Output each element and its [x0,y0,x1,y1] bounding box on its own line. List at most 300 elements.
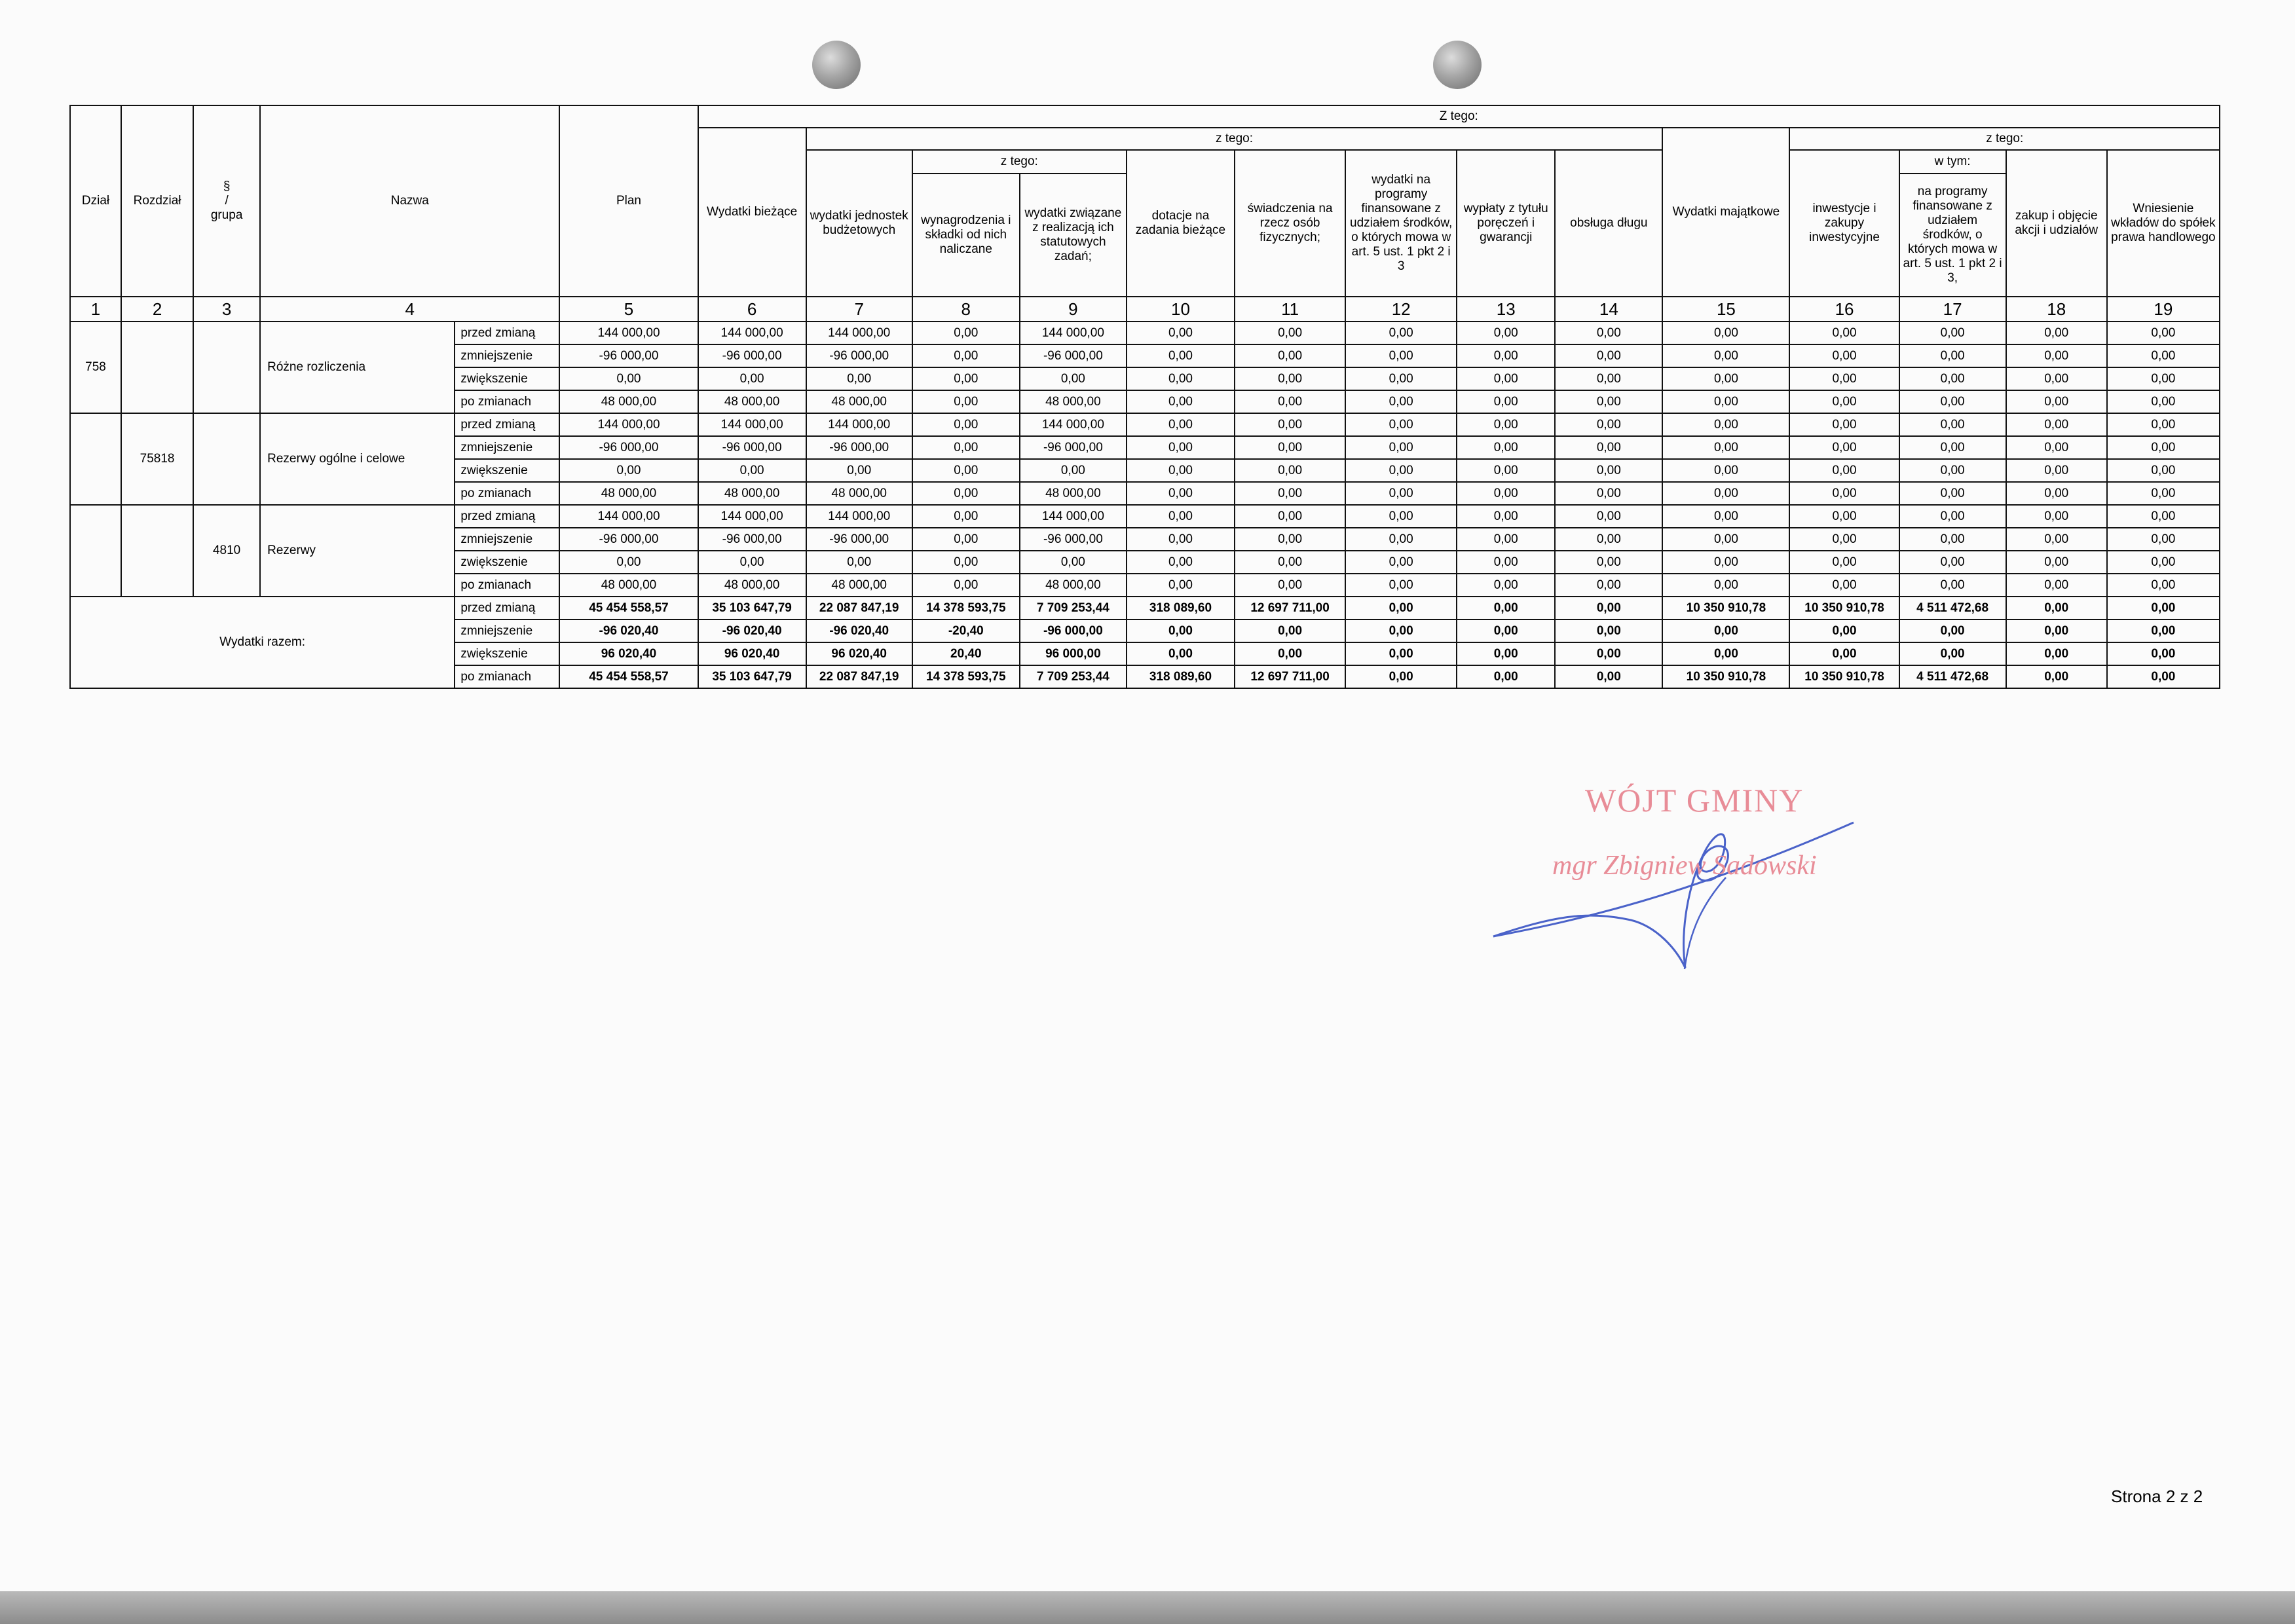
total-value-cell: 22 087 847,19 [806,597,912,619]
total-value-cell: 0,00 [2006,642,2107,665]
value-cell: 0,00 [806,367,912,390]
header-obsluga-dlugu: obsługa długu [1555,150,1662,297]
value-cell: 0,00 [1127,505,1235,528]
total-value-cell: 0,00 [1662,619,1789,642]
cell-nazwa: Rezerwy ogólne i celowe [260,413,455,505]
total-value-cell: 14 378 593,75 [912,597,1020,619]
value-cell: 0,00 [2006,528,2107,551]
value-cell: 0,00 [1555,551,1662,574]
value-cell: 0,00 [1127,482,1235,505]
value-cell: 0,00 [1555,367,1662,390]
total-value-cell: 318 089,60 [1127,597,1235,619]
row-label: zmniejszenie [455,436,559,459]
value-cell: 0,00 [912,367,1020,390]
totals-row [70,597,2220,619]
value-cell: 48 000,00 [806,390,912,413]
cell-dzial [70,413,121,505]
value-cell: 0,00 [1345,574,1457,597]
value-cell: 0,00 [559,551,698,574]
value-cell: 0,00 [1235,505,1345,528]
value-cell: 0,00 [1899,367,2006,390]
value-cell: 48 000,00 [1020,390,1127,413]
cell-rozdzial [121,505,193,597]
value-cell: 48 000,00 [698,482,806,505]
total-value-cell: 0,00 [1555,597,1662,619]
value-cell: 0,00 [698,459,806,482]
value-cell: 0,00 [1555,344,1662,367]
header-nazwa: Nazwa [260,105,559,297]
value-cell: 0,00 [1127,528,1235,551]
value-cell: 0,00 [1662,322,1789,344]
value-cell: 0,00 [1555,459,1662,482]
cell-nazwa: Różne rozliczenia [260,322,455,413]
value-cell: 0,00 [1457,322,1555,344]
total-value-cell: 0,00 [1789,642,1899,665]
value-cell: 0,00 [912,505,1020,528]
column-number: 11 [1235,297,1345,322]
value-cell: 0,00 [1127,413,1235,436]
value-cell: 0,00 [1789,482,1899,505]
total-value-cell: 0,00 [1127,642,1235,665]
value-cell: 0,00 [698,551,806,574]
row-label: zwiększenie [455,459,559,482]
value-cell: 0,00 [806,551,912,574]
column-number: 9 [1020,297,1127,322]
total-value-cell: 0,00 [2107,642,2220,665]
total-value-cell: 0,00 [1899,619,2006,642]
column-number: 18 [2006,297,2107,322]
value-cell: 0,00 [1662,505,1789,528]
total-value-cell: 12 697 711,00 [1235,597,1345,619]
value-cell: 0,00 [1457,459,1555,482]
value-cell: 0,00 [1789,436,1899,459]
header-wynagrodzenia: wynagrodzenia i składki od nich naliczane [912,174,1020,297]
value-cell: 0,00 [912,528,1020,551]
value-cell: 0,00 [1555,574,1662,597]
row-label: przed zmianą [455,413,559,436]
value-cell: 0,00 [1345,459,1457,482]
value-cell: 0,00 [2006,505,2107,528]
value-cell: 0,00 [1457,551,1555,574]
value-cell: 0,00 [1789,574,1899,597]
value-cell: 0,00 [1457,505,1555,528]
total-value-cell: 7 709 253,44 [1020,597,1127,619]
value-cell: 0,00 [1555,482,1662,505]
value-cell: 0,00 [1235,390,1345,413]
value-cell: 0,00 [1457,482,1555,505]
totals-name: Wydatki razem: [70,597,455,688]
total-value-cell: 0,00 [2006,665,2107,688]
value-cell: 0,00 [1555,390,1662,413]
value-cell: 0,00 [1899,528,2006,551]
value-cell: 0,00 [698,367,806,390]
value-cell: 0,00 [1899,322,2006,344]
row-label: po zmianach [455,482,559,505]
value-cell: 0,00 [2006,413,2107,436]
value-cell: 144 000,00 [1020,322,1127,344]
value-cell: 0,00 [1345,344,1457,367]
total-value-cell: 22 087 847,19 [806,665,912,688]
value-cell: 0,00 [1662,436,1789,459]
value-cell: 144 000,00 [559,322,698,344]
cell-paragraf [193,413,260,505]
value-cell: 0,00 [1457,367,1555,390]
total-value-cell: 10 350 910,78 [1662,665,1789,688]
header-plan: Plan [559,105,698,297]
value-cell: 0,00 [1662,367,1789,390]
table-row [70,413,2220,436]
total-value-cell: 0,00 [1235,642,1345,665]
total-value-cell: 45 454 558,57 [559,665,698,688]
value-cell: 0,00 [912,459,1020,482]
value-cell: 0,00 [1457,390,1555,413]
value-cell: 0,00 [1662,459,1789,482]
value-cell: 0,00 [1789,528,1899,551]
value-cell: -96 000,00 [698,344,806,367]
value-cell: 0,00 [1789,551,1899,574]
value-cell: 0,00 [1899,505,2006,528]
value-cell: 48 000,00 [806,482,912,505]
column-number: 10 [1127,297,1235,322]
value-cell: 0,00 [2006,367,2107,390]
total-value-cell: 0,00 [1555,665,1662,688]
value-cell: 0,00 [912,574,1020,597]
value-cell: 0,00 [1345,482,1457,505]
cell-rozdzial: 75818 [121,413,193,505]
value-cell: 0,00 [1235,551,1345,574]
row-label: przed zmianą [455,322,559,344]
column-number: 14 [1555,297,1662,322]
value-cell: 0,00 [1789,413,1899,436]
value-cell: 0,00 [1789,344,1899,367]
value-cell: 0,00 [1345,528,1457,551]
table-header [70,105,2220,297]
value-cell: 0,00 [2107,367,2220,390]
value-cell: 0,00 [2107,436,2220,459]
value-cell: 144 000,00 [806,322,912,344]
header-z-tego-jednostek: z tego: [912,150,1127,174]
value-cell: 0,00 [2006,322,2107,344]
column-number-row [70,297,2220,322]
value-cell: 0,00 [1789,390,1899,413]
value-cell: 0,00 [1235,436,1345,459]
header-zakup-akcji: zakup i objęcie akcji i udziałów [2006,150,2107,297]
cell-paragraf [193,322,260,413]
total-value-cell: 20,40 [912,642,1020,665]
total-value-cell: 0,00 [1662,642,1789,665]
total-value-cell: -96 020,40 [559,619,698,642]
value-cell: 0,00 [1345,413,1457,436]
signature-name: mgr Zbigniew Sadowski [1552,851,1817,881]
header-wniesienie: Wniesienie wkładów do spółek prawa handlowego [2107,150,2220,297]
value-cell: 0,00 [559,367,698,390]
value-cell: 0,00 [1235,459,1345,482]
value-cell: 0,00 [1020,459,1127,482]
punch-hole-left [812,41,861,89]
value-cell: 0,00 [1662,551,1789,574]
value-cell: 0,00 [1662,413,1789,436]
punch-hole-right [1433,41,1482,89]
cell-nazwa: Rezerwy [260,505,455,597]
value-cell: 0,00 [1127,390,1235,413]
value-cell: 0,00 [2107,413,2220,436]
header-z-tego-top: Z tego: [698,105,2220,128]
value-cell: 0,00 [1899,551,2006,574]
header-paragraf: § / grupa [193,105,260,297]
value-cell: 0,00 [1789,322,1899,344]
header-wyplaty: wypłaty z tytułu poręczeń i gwarancji [1457,150,1555,297]
value-cell: 0,00 [1235,413,1345,436]
row-label: zmniejszenie [455,619,559,642]
header-wydatki-zwiazane: wydatki związane z realizacją ich statutowych zadań; [1020,174,1127,297]
value-cell: 0,00 [1899,574,2006,597]
header-wydatki-biezace: Wydatki bieżące [698,128,806,297]
value-cell: 0,00 [1235,367,1345,390]
value-cell: -96 000,00 [1020,344,1127,367]
value-cell: 144 000,00 [698,413,806,436]
total-value-cell: -20,40 [912,619,1020,642]
value-cell: 0,00 [1555,413,1662,436]
value-cell: 0,00 [1020,367,1127,390]
value-cell: 0,00 [1662,390,1789,413]
total-value-cell: 96 020,40 [806,642,912,665]
value-cell: 0,00 [1345,367,1457,390]
total-value-cell: 0,00 [1457,619,1555,642]
value-cell: 0,00 [1345,551,1457,574]
total-value-cell: 0,00 [2006,597,2107,619]
value-cell: 48 000,00 [559,482,698,505]
value-cell: 0,00 [1127,344,1235,367]
column-number: 15 [1662,297,1789,322]
total-value-cell: 0,00 [1457,642,1555,665]
total-value-cell: 0,00 [1457,597,1555,619]
total-value-cell: 0,00 [1789,619,1899,642]
value-cell: 48 000,00 [559,390,698,413]
value-cell: 0,00 [912,322,1020,344]
value-cell: 48 000,00 [1020,574,1127,597]
row-label: przed zmianą [455,597,559,619]
value-cell: 0,00 [2107,505,2220,528]
budget-table [69,105,2220,689]
total-value-cell: -96 000,00 [1020,619,1127,642]
header-z-tego-biezace: z tego: [806,128,1663,150]
row-label: zwiększenie [455,551,559,574]
value-cell: 0,00 [1345,322,1457,344]
header-w-tym: w tym: [1899,150,2006,174]
value-cell: 0,00 [1235,344,1345,367]
value-cell: 0,00 [2006,459,2107,482]
column-number: 13 [1457,297,1555,322]
value-cell: -96 000,00 [698,436,806,459]
value-cell: 0,00 [1235,574,1345,597]
value-cell: 0,00 [1555,505,1662,528]
value-cell: -96 000,00 [806,528,912,551]
total-value-cell: -96 020,40 [698,619,806,642]
total-value-cell: 45 454 558,57 [559,597,698,619]
cell-rozdzial [121,322,193,413]
header-dzial: Dział [70,105,121,297]
column-number: 4 [260,297,559,322]
column-number: 17 [1899,297,2006,322]
value-cell: -96 000,00 [559,436,698,459]
value-cell: 0,00 [1555,436,1662,459]
total-value-cell: 0,00 [1345,619,1457,642]
value-cell: 0,00 [1235,482,1345,505]
total-value-cell: 14 378 593,75 [912,665,1020,688]
value-cell: 0,00 [1899,413,2006,436]
value-cell: -96 000,00 [698,528,806,551]
total-value-cell: 0,00 [1345,642,1457,665]
value-cell: 0,00 [1662,344,1789,367]
row-label: zmniejszenie [455,344,559,367]
value-cell: -96 000,00 [1020,528,1127,551]
value-cell: 0,00 [1127,574,1235,597]
value-cell: 0,00 [2107,322,2220,344]
total-value-cell: 35 103 647,79 [698,597,806,619]
header-wydatki-majatkowe: Wydatki majątkowe [1662,128,1789,297]
value-cell: 0,00 [1127,436,1235,459]
total-value-cell: 0,00 [2107,597,2220,619]
data-body [70,322,2220,597]
value-cell: 0,00 [1127,322,1235,344]
total-value-cell: 96 000,00 [1020,642,1127,665]
value-cell: 144 000,00 [1020,505,1127,528]
total-value-cell: 96 020,40 [559,642,698,665]
value-cell: 0,00 [2107,551,2220,574]
total-value-cell: 0,00 [1345,597,1457,619]
total-value-cell: -96 020,40 [806,619,912,642]
table-row [70,505,2220,528]
column-number: 5 [559,297,698,322]
header-dotacje: dotacje na zadania bieżące [1127,150,1235,297]
value-cell: 0,00 [1555,322,1662,344]
value-cell: 0,00 [1662,574,1789,597]
total-value-cell: 7 709 253,44 [1020,665,1127,688]
value-cell: 0,00 [912,551,1020,574]
header-z-tego-majatkowe: z tego: [1789,128,2220,150]
total-value-cell: 12 697 711,00 [1235,665,1345,688]
value-cell: 0,00 [2107,574,2220,597]
value-cell: 0,00 [912,344,1020,367]
total-value-cell: 0,00 [1555,619,1662,642]
row-label: zwiększenie [455,642,559,665]
value-cell: -96 000,00 [559,528,698,551]
value-cell: 0,00 [1789,459,1899,482]
value-cell: 0,00 [1899,344,2006,367]
total-value-cell: 0,00 [1235,619,1345,642]
cell-dzial: 758 [70,322,121,413]
value-cell: 0,00 [2006,390,2107,413]
total-value-cell: 4 511 472,68 [1899,597,2006,619]
value-cell: 0,00 [2006,551,2107,574]
row-label: przed zmianą [455,505,559,528]
value-cell: 0,00 [2107,459,2220,482]
value-cell: 0,00 [1899,436,2006,459]
total-value-cell: 0,00 [2107,619,2220,642]
value-cell: 0,00 [1127,367,1235,390]
cell-dzial [70,505,121,597]
value-cell: 144 000,00 [559,505,698,528]
header-wydatki-jednostek: wydatki jednostek budżetowych [806,150,912,297]
page-number: Strona 2 z 2 [2111,1486,2203,1506]
value-cell: -96 000,00 [1020,436,1127,459]
value-cell: -96 000,00 [806,436,912,459]
total-value-cell: 10 350 910,78 [1789,665,1899,688]
value-cell: 144 000,00 [806,413,912,436]
value-cell: 0,00 [2107,482,2220,505]
value-cell: 0,00 [2107,390,2220,413]
value-cell: 0,00 [1662,482,1789,505]
value-cell: 0,00 [2006,344,2107,367]
column-number: 12 [1345,297,1457,322]
value-cell: 0,00 [2006,482,2107,505]
value-cell: 48 000,00 [698,390,806,413]
value-cell: 144 000,00 [559,413,698,436]
total-value-cell: 96 020,40 [698,642,806,665]
value-cell: 0,00 [912,413,1020,436]
column-number: 1 [70,297,121,322]
header-wydatki-programy: wydatki na programy finansowane z udziałem środków, o których mowa w art. 5 ust. 1 pkt 2 i 3 [1345,150,1457,297]
total-value-cell: 0,00 [1457,665,1555,688]
value-cell: 48 000,00 [806,574,912,597]
total-value-cell: 10 350 910,78 [1662,597,1789,619]
total-value-cell: 10 350 910,78 [1789,597,1899,619]
value-cell: 0,00 [559,459,698,482]
column-number: 3 [193,297,260,322]
total-value-cell: 0,00 [2006,619,2107,642]
value-cell: 0,00 [912,390,1020,413]
value-cell: 0,00 [1345,436,1457,459]
value-cell: 0,00 [1457,344,1555,367]
total-value-cell: 318 089,60 [1127,665,1235,688]
signature-title: WÓJT GMINY [1585,782,1804,819]
value-cell: 0,00 [1020,551,1127,574]
total-value-cell: 0,00 [1899,642,2006,665]
value-cell: 0,00 [1789,367,1899,390]
total-value-cell: 0,00 [1127,619,1235,642]
value-cell: 0,00 [2006,436,2107,459]
value-cell: 48 000,00 [1020,482,1127,505]
header-inwestycje: inwestycje i zakupy inwestycyjne [1789,150,1899,297]
total-value-cell: 0,00 [2107,665,2220,688]
value-cell: 144 000,00 [698,505,806,528]
value-cell: 144 000,00 [698,322,806,344]
value-cell: 144 000,00 [806,505,912,528]
row-label: zwiększenie [455,367,559,390]
column-number: 6 [698,297,806,322]
value-cell: 0,00 [1555,528,1662,551]
column-number: 16 [1789,297,1899,322]
value-cell: 0,00 [1235,322,1345,344]
column-number: 7 [806,297,912,322]
value-cell: 0,00 [2107,344,2220,367]
value-cell: 0,00 [2006,574,2107,597]
value-cell: 0,00 [1457,436,1555,459]
total-value-cell: 0,00 [1345,665,1457,688]
value-cell: 48 000,00 [698,574,806,597]
value-cell: 0,00 [1899,390,2006,413]
scan-bottom-edge [0,1591,2295,1624]
column-number: 2 [121,297,193,322]
value-cell: 0,00 [1457,528,1555,551]
column-number: 8 [912,297,1020,322]
row-label: po zmianach [455,665,559,688]
value-cell: 0,00 [1899,482,2006,505]
row-label: po zmianach [455,574,559,597]
table-row [70,322,2220,344]
header-rozdzial: Rozdział [121,105,193,297]
column-number: 19 [2107,297,2220,322]
